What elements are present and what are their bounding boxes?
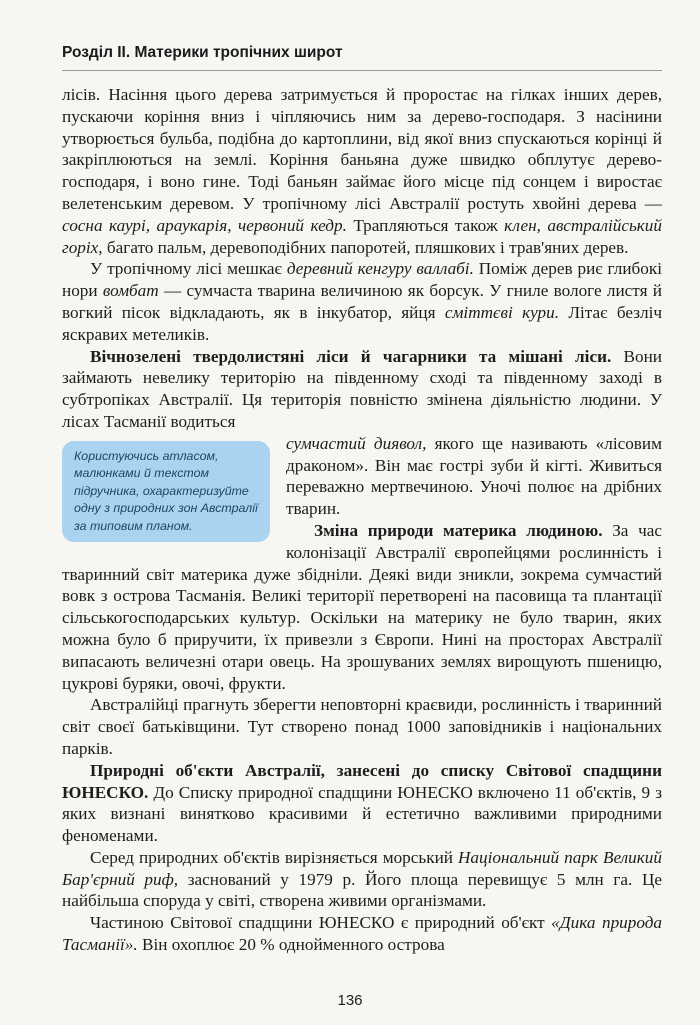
running-header: Розділ ІІ. Материки тропічних широт <box>62 44 343 61</box>
paragraph-unesco: Природні об'єкти Австралії, занесені до списку Світової спадщини ЮНЕСКО. До Списку природної спадщини ЮНЕСКО включено 11 об'єктів, 9 з яких визнані винятково красивими й естетично важливими природними феноменами. <box>62 760 662 846</box>
subheading-unesco: Природні об'єкти Австралії, занесені до списку Світової спадщини ЮНЕСКО. <box>62 760 662 802</box>
emphasis-wombat: вомбат <box>102 281 159 301</box>
emphasis-conifers: сосна каурі, араукарія, червоний кедр. <box>62 215 347 235</box>
emphasis-maple-walnut: клен, австралійський горіх, <box>62 215 662 257</box>
paragraph-great-barrier-reef: Серед природних об'єктів вирізняється морський Національний парк Великий Бар'єрний риф, заснований у 1979 р. Його площа перевищує 5 млн га. Це найбільша споруда у світі, створена живими організмами. <box>62 847 662 911</box>
paragraph-fauna: У тропічному лісі мешкає деревний кенгуру валлабі. Поміж дерев риє глибокі нори вомбат — сумчаста тварина величиною як борсук. У гниле вологе листя й вогкий пісок відкладають, як в інкубатор, яйця сміттєві кури. Літає безліч яскравих метеликів. <box>62 259 663 344</box>
header-divider <box>62 70 662 71</box>
paragraph-reserves: Австралійці прагнуть зберегти неповторні краєвиди, рослинність і тваринний світ своєї батьківщини. Тут створено понад 1000 заповідників і національних парків. <box>62 695 662 758</box>
subheading-evergreen-forests: Вічнозелені твердолистяні ліси й чагарники та мішані ліси. <box>90 346 612 366</box>
page-number: 136 <box>337 992 363 1009</box>
emphasis-tasmania-wilderness: «Дика природа Тасманії». <box>62 913 663 955</box>
emphasis-wallaby: деревний кенгуру валлабі. <box>286 259 474 279</box>
paragraph-evergreen-forests: Вічнозелені твердолистяні ліси й чагарники та мішані ліси. Вони займають невелику територію на південному сході та південному заході в субтропіках Австралії. Ця територія повністю змінена діяльністю людини. У лісах Тасманії водиться <box>62 346 662 431</box>
emphasis-tasmanian-devil: сумчастий диявол, <box>286 433 427 453</box>
paragraph-tasmania-wilderness: Частиною Світової спадщини ЮНЕСКО є природний об'єкт «Дика природа Тасманії». Він охоплює 20 % однойменного острова <box>62 913 663 955</box>
paragraph-tasmanian-devil: сумчастий диявол, якого ще називають «лісовим драконом». Він має гострі зуби й кігті. Живиться переважно мертвечиною. Уночі полює на дрібних тварин. <box>286 433 663 519</box>
paragraph-banyan: лісів. Насіння цього дерева затримується й проростає на гілках інших дерев, пускаючи коріння вниз і чіпляючись ним за дерево-господаря. З насінини утворюється бульба, подібна до картоплини, від якої вниз спускаються корінці й закріплюються на землі. Коріння баньяна дуже швидко обплутує дерево-господаря, і воно гине. Тоді баньян займає його місце під сонцем і виростає велетенським деревом. У тропічному лісі Австралії ростуть хвойні дерева — сосна каурі, араукарія, червоний кедр. Трапляються також клен, австралійський горіх, багато пальм, деревоподібних папоротей, пляшкових і трав'яних дерев. <box>62 85 662 257</box>
emphasis-megapode: сміттєві кури. <box>444 302 560 322</box>
task-callout: Користуючись атласом, малюнками й текстом підручника, охарактеризуйте одну з природних зон Австралії за типовим планом. <box>62 441 270 543</box>
paragraph-human-impact: Зміна природи материка людиною. За час колонізації Австралії європейцями рослинність і тваринний світ материка дуже збідніли. Деякі види зникли, зокрема сумчастий вовк з острова Тасманія. Великі території перетворені на пасовища та плантації сільськогосподарських культур. Оскільки на материку не було тварин, яких можна було б приручити, їх привезли з Європи. Нині на просторах Австралії випасають величезні отари овець. На зрошуваних землях вирощують пшеницю, цукрові буряки, овочі, фрукти. <box>62 520 662 693</box>
emphasis-great-barrier-reef: Національний парк Великий Бар'єрний риф, <box>62 847 662 889</box>
subheading-human-impact: Зміна природи материка людиною. <box>314 520 603 540</box>
page-body <box>62 84 662 956</box>
